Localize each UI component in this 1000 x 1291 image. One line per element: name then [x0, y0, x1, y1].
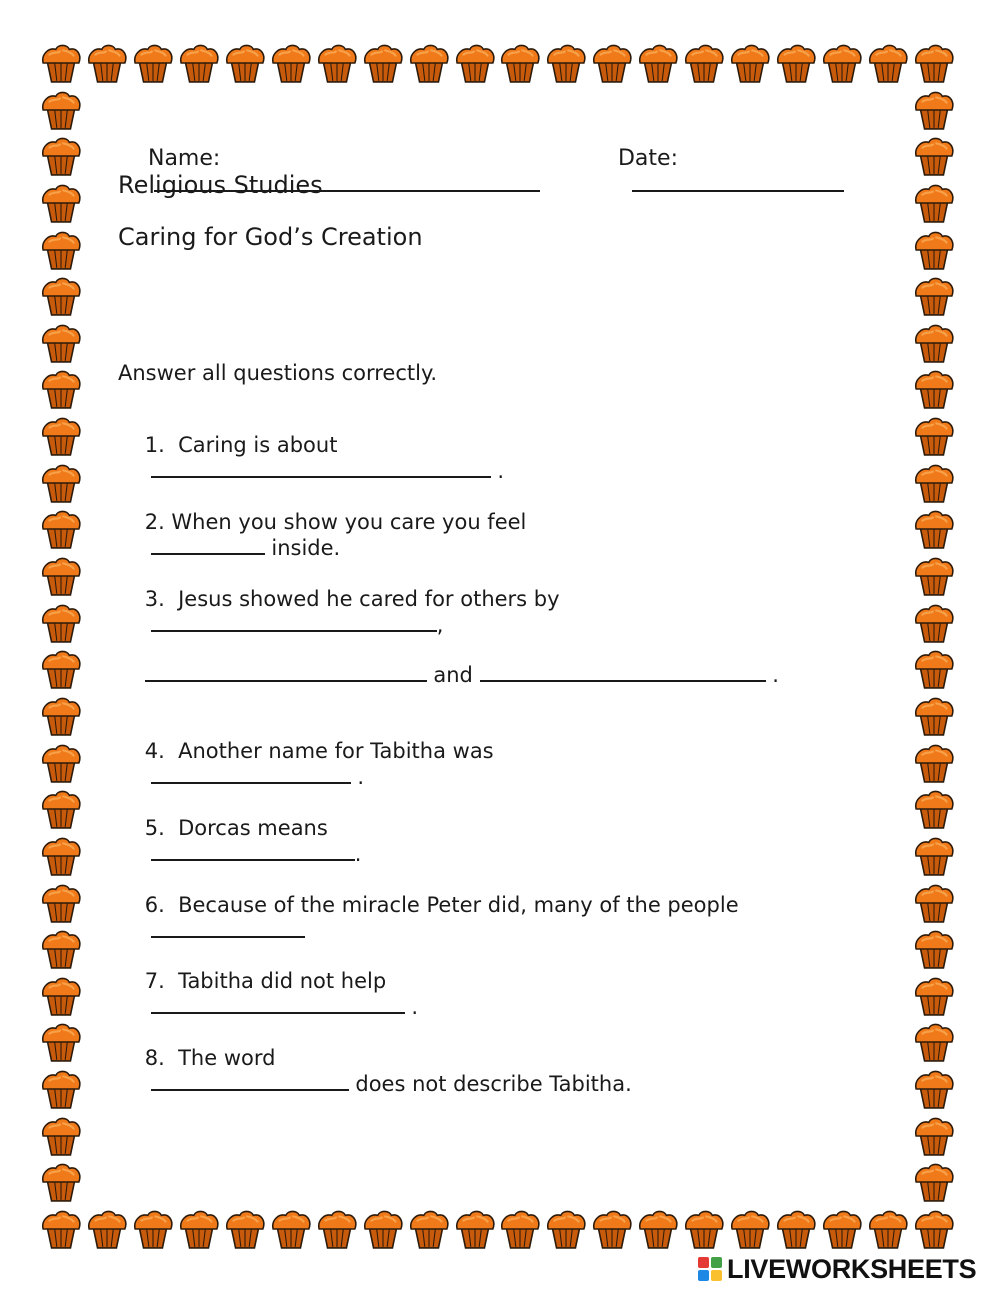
muffin-icon: [224, 42, 266, 84]
muffin-icon: [40, 835, 82, 877]
answer-4-blank[interactable]: [151, 764, 351, 784]
muffin-icon: [362, 42, 404, 84]
question-7-text: 7. Tabitha did not help: [144, 969, 387, 993]
muffin-icon: [499, 1208, 541, 1250]
answer-3a-blank[interactable]: [151, 612, 437, 632]
muffin-icon: [40, 928, 82, 970]
muffin-icon: [913, 742, 955, 784]
muffin-icon: [40, 695, 82, 737]
muffin-icon: [454, 1208, 496, 1250]
muffin-icon: [270, 1208, 312, 1250]
brand-text: LIVEWORKSHEETS: [727, 1253, 977, 1284]
muffin-icon: [40, 135, 82, 177]
answer-3c-blank[interactable]: [480, 662, 766, 682]
brand-tile: [711, 1270, 722, 1281]
muffin-icon: [408, 42, 450, 84]
muffin-icon: [40, 275, 82, 317]
muffin-icon: [913, 368, 955, 410]
muffin-icon: [224, 1208, 266, 1250]
muffin-icon: [913, 89, 955, 131]
muffin-icon: [40, 882, 82, 924]
muffin-icon: [178, 1208, 220, 1250]
instructions: Answer all questions correctly.: [118, 361, 438, 385]
question-8-text: 8. The word: [144, 1046, 276, 1070]
muffin-icon: [545, 1208, 587, 1250]
muffin-icon: [270, 42, 312, 84]
liveworksheets-logo[interactable]: [698, 1254, 976, 1284]
question-2-text: 2. When you show you care you feel: [144, 510, 527, 534]
muffin-icon: [40, 462, 82, 504]
brand-tile: [711, 1257, 722, 1268]
muffin-icon: [86, 42, 128, 84]
muffin-icon: [40, 975, 82, 1017]
muffin-icon: [913, 1161, 955, 1203]
muffin-icon: [913, 835, 955, 877]
muffin-icon: [913, 928, 955, 970]
muffin-icon: [913, 1208, 955, 1250]
answer-7-blank[interactable]: [151, 994, 405, 1014]
muffin-icon: [40, 742, 82, 784]
question-8: [118, 1019, 632, 1123]
muffin-icon: [913, 462, 955, 504]
answer-2-blank[interactable]: [151, 535, 265, 555]
muffin-icon: [40, 42, 82, 84]
muffin-icon: [913, 322, 955, 364]
subject-title: Religious Studies: [118, 171, 323, 199]
muffin-icon: [683, 42, 725, 84]
date-label: Date:: [617, 146, 678, 171]
answer-6-blank[interactable]: [151, 918, 305, 938]
muffin-icon: [40, 1208, 82, 1250]
muffin-icon: [40, 89, 82, 131]
muffin-icon: [40, 602, 82, 644]
muffin-icon: [591, 42, 633, 84]
question-2-suffix: inside.: [264, 536, 341, 560]
muffin-icon: [913, 1021, 955, 1063]
muffin-icon: [913, 1115, 955, 1157]
muffin-icon: [637, 1208, 679, 1250]
muffin-icon: [913, 648, 955, 690]
muffin-icon: [775, 42, 817, 84]
muffin-icon: [40, 322, 82, 364]
muffin-icon: [913, 42, 955, 84]
muffin-icon: [86, 1208, 128, 1250]
question-1-suffix: .: [490, 459, 505, 483]
name-label: Name:: [147, 146, 221, 171]
muffin-icon: [40, 182, 82, 224]
muffin-icon: [40, 508, 82, 550]
muffin-icon: [40, 368, 82, 410]
muffin-icon: [729, 1208, 771, 1250]
muffin-icon: [775, 1208, 817, 1250]
muffin-icon: [40, 1115, 82, 1157]
question-7-suffix: .: [404, 995, 419, 1019]
muffin-icon: [132, 42, 174, 84]
muffin-icon: [637, 42, 679, 84]
muffin-icon: [499, 42, 541, 84]
muffin-icon: [913, 695, 955, 737]
muffin-icon: [40, 1021, 82, 1063]
muffin-icon: [40, 1068, 82, 1110]
muffin-icon: [913, 229, 955, 271]
muffin-icon: [729, 42, 771, 84]
answer-1-blank[interactable]: [151, 458, 491, 478]
question-3-text: 3. Jesus showed he cared for others by: [144, 587, 560, 611]
muffin-icon: [545, 42, 587, 84]
question-3-continued: [118, 636, 779, 714]
muffin-icon: [913, 135, 955, 177]
muffin-icon: [362, 1208, 404, 1250]
muffin-icon: [913, 182, 955, 224]
muffin-icon: [867, 1208, 909, 1250]
question-5-text: 5. Dorcas means: [144, 816, 328, 840]
muffin-icon: [683, 1208, 725, 1250]
muffin-icon: [913, 508, 955, 550]
answer-8-blank[interactable]: [151, 1071, 349, 1091]
question-5-suffix: .: [354, 842, 362, 866]
answer-3b-blank[interactable]: [145, 662, 427, 682]
muffin-icon: [913, 975, 955, 1017]
muffin-icon: [40, 1161, 82, 1203]
muffin-icon: [40, 788, 82, 830]
date-blank[interactable]: [632, 172, 844, 192]
answer-5-blank[interactable]: [151, 841, 355, 861]
muffin-icon: [40, 648, 82, 690]
muffin-icon: [821, 42, 863, 84]
muffin-icon: [913, 275, 955, 317]
muffin-icon: [40, 555, 82, 597]
question-3-end: .: [765, 663, 779, 687]
question-4-suffix: .: [350, 765, 365, 789]
muffin-icon: [40, 415, 82, 457]
muffin-icon: [454, 42, 496, 84]
muffin-icon: [867, 42, 909, 84]
muffin-icon: [40, 229, 82, 271]
question-3-comma: ,: [436, 613, 444, 637]
muffin-icon: [913, 1068, 955, 1110]
liveworksheets-mark-icon: [698, 1257, 722, 1281]
muffin-icon: [316, 42, 358, 84]
topic-title: Caring for God’s Creation: [118, 223, 423, 251]
muffin-icon: [316, 1208, 358, 1250]
muffin-icon: [913, 415, 955, 457]
muffin-icon: [913, 882, 955, 924]
question-3-joiner: and: [426, 663, 480, 687]
question-6-text: 6. Because of the miracle Peter did, many of the people: [144, 893, 739, 917]
muffin-icon: [913, 555, 955, 597]
question-4-text: 4. Another name for Tabitha was: [144, 739, 494, 763]
date-field: [590, 120, 844, 225]
muffin-icon: [821, 1208, 863, 1250]
brand-tile: [698, 1257, 709, 1268]
question-8-suffix: does not describe Tabitha.: [348, 1072, 632, 1096]
muffin-icon: [591, 1208, 633, 1250]
muffin-icon: [132, 1208, 174, 1250]
muffin-icon: [913, 602, 955, 644]
muffin-icon: [178, 42, 220, 84]
brand-tile: [698, 1270, 709, 1281]
muffin-icon: [408, 1208, 450, 1250]
muffin-icon: [913, 788, 955, 830]
question-1-text: 1. Caring is about: [144, 433, 338, 457]
